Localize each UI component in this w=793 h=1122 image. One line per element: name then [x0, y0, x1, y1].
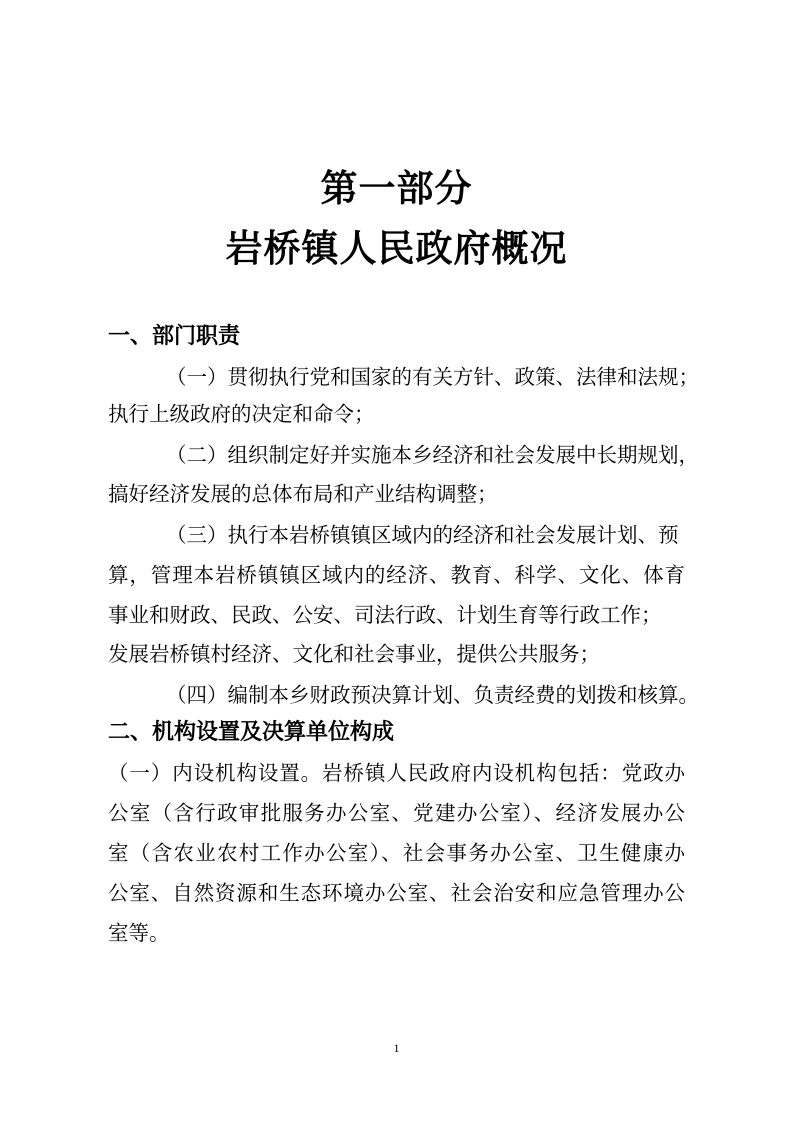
paragraph-line: （一）贯彻执行党和国家的有关方针、政策、法律和法规； [166, 365, 699, 389]
part-title: 第一部分 [320, 166, 473, 210]
paragraph-line: （四）编制本乡财政预决算计划、负责经费的划拨和核算。 [166, 683, 699, 707]
paragraph-line: 室（含农业农村工作办公室）、社会事务办公室、卫生健康办 [108, 841, 685, 865]
paragraph-line: （三）执行本岩桥镇镇区域内的经济和社会发展计划、预 [166, 523, 679, 547]
paragraph-line: 执行上级政府的决定和命令； [108, 402, 375, 426]
section-heading-organization: 二、机构设置及决算单位构成 [108, 720, 395, 745]
paragraph-line: 室等。 [108, 921, 170, 945]
paragraph-line: （二）组织制定好并实施本乡经济和社会发展中长期规划， [166, 443, 699, 467]
paragraph-line: 公室（含行政审批服务办公室、党建办公室）、经济发展办公 [108, 801, 685, 825]
paragraph-line: 公室、自然资源和生态环境办公室、社会治安和应急管理办公 [108, 881, 685, 905]
paragraph-line: 事业和财政、民政、公安、司法行政、计划生育等行政工作； [108, 603, 662, 627]
page-number: 1 [393, 1041, 400, 1055]
paragraph-line: 发展岩桥镇村经济、文化和社会事业，提供公共服务； [108, 642, 600, 666]
paragraph-line: （一）内设机构设置。岩桥镇人民政府内设机构包括：党政办 [108, 761, 685, 785]
section-heading-duties: 一、部门职责 [108, 324, 241, 349]
paragraph-line: 搞好经济发展的总体布局和产业结构调整； [108, 482, 498, 506]
organization-title: 岩桥镇人民政府概况 [225, 226, 568, 270]
paragraph-line: 算，管理本岩桥镇镇区域内的经济、教育、科学、文化、体育 [108, 563, 685, 587]
